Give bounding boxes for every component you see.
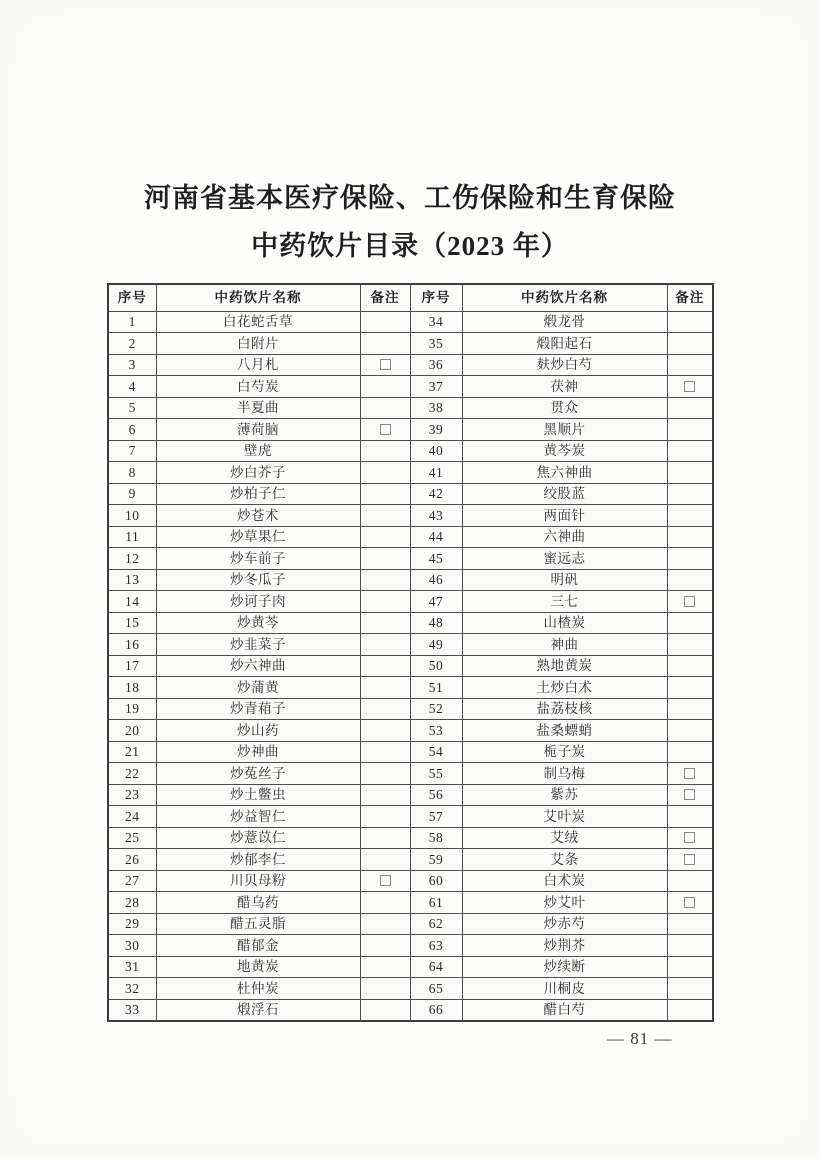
remark-cell — [360, 354, 410, 376]
index-cell: 52 — [410, 698, 462, 720]
medicine-name-cell: 炒荆芥 — [462, 935, 667, 957]
index-cell: 57 — [410, 806, 462, 828]
index-cell: 65 — [410, 978, 462, 1000]
medicine-name-cell: 醋白芍 — [462, 999, 667, 1021]
index-cell: 17 — [108, 655, 156, 677]
index-cell: 38 — [410, 397, 462, 419]
remark-cell — [360, 311, 410, 333]
index-cell: 10 — [108, 505, 156, 527]
remark-cell — [360, 999, 410, 1021]
medicine-name-cell: 三七 — [462, 591, 667, 613]
remark-cell — [360, 763, 410, 785]
remark-cell — [360, 483, 410, 505]
index-cell: 59 — [410, 849, 462, 871]
medicine-name-cell: 炒艾叶 — [462, 892, 667, 914]
medicine-name-cell: 贯众 — [462, 397, 667, 419]
remark-cell — [360, 591, 410, 613]
remark-cell — [667, 655, 713, 677]
medicine-name-cell: 艾绒 — [462, 827, 667, 849]
remark-cell — [667, 548, 713, 570]
table-row — [108, 397, 713, 419]
index-cell: 37 — [410, 376, 462, 398]
table-row — [108, 483, 713, 505]
remark-cell — [667, 526, 713, 548]
index-cell: 15 — [108, 612, 156, 634]
remark-cell — [360, 655, 410, 677]
medicine-name-cell: 炒六神曲 — [156, 655, 360, 677]
header-name-right: 中药饮片名称 — [462, 284, 667, 311]
index-cell: 58 — [410, 827, 462, 849]
index-cell: 16 — [108, 634, 156, 656]
medicine-name-cell: 焦六神曲 — [462, 462, 667, 484]
remark-cell — [667, 311, 713, 333]
remark-cell — [667, 806, 713, 828]
table-row — [108, 526, 713, 548]
index-cell: 7 — [108, 440, 156, 462]
index-cell: 50 — [410, 655, 462, 677]
table-row — [108, 999, 713, 1021]
medicine-name-cell: 炒韭菜子 — [156, 634, 360, 656]
table-row — [108, 591, 713, 613]
medicine-name-cell: 白术炭 — [462, 870, 667, 892]
page-title-line1: 河南省基本医疗保险、工伤保险和生育保险 — [144, 183, 676, 213]
table-row — [108, 698, 713, 720]
medicine-name-cell: 盐桑螵蛸 — [462, 720, 667, 742]
medicine-name-cell: 黑顺片 — [462, 419, 667, 441]
remark-cell — [360, 784, 410, 806]
remark-cell — [667, 892, 713, 914]
index-cell: 18 — [108, 677, 156, 699]
medicine-name-cell: 艾条 — [462, 849, 667, 871]
medicine-name-cell: 紫苏 — [462, 784, 667, 806]
remark-cell — [360, 612, 410, 634]
remark-cell — [667, 354, 713, 376]
index-cell: 25 — [108, 827, 156, 849]
medicine-name-cell: 地黄炭 — [156, 956, 360, 978]
remark-cell — [360, 913, 410, 935]
index-cell: 29 — [108, 913, 156, 935]
medicine-name-cell: 川桐皮 — [462, 978, 667, 1000]
table-row — [108, 655, 713, 677]
table-row — [108, 677, 713, 699]
medicine-name-cell: 栀子炭 — [462, 741, 667, 763]
index-cell: 13 — [108, 569, 156, 591]
medicine-name-cell: 煅浮石 — [156, 999, 360, 1021]
remark-cell — [667, 505, 713, 527]
table-row — [108, 505, 713, 527]
header-remark-left: 备注 — [360, 284, 410, 311]
medicine-name-cell: 炒益智仁 — [156, 806, 360, 828]
table-row — [108, 806, 713, 828]
index-cell: 21 — [108, 741, 156, 763]
medicine-name-cell: 炒薏苡仁 — [156, 827, 360, 849]
index-cell: 30 — [108, 935, 156, 957]
remark-cell — [667, 849, 713, 871]
remark-cell — [360, 849, 410, 871]
index-cell: 43 — [410, 505, 462, 527]
medicine-name-cell: 土炒白术 — [462, 677, 667, 699]
remark-cell — [360, 548, 410, 570]
remark-cell — [667, 763, 713, 785]
medicine-name-cell: 白花蛇舌草 — [156, 311, 360, 333]
index-cell: 55 — [410, 763, 462, 785]
index-cell: 24 — [108, 806, 156, 828]
table-row — [108, 956, 713, 978]
table-row — [108, 784, 713, 806]
remark-cell — [360, 870, 410, 892]
medicine-name-cell: 醋乌药 — [156, 892, 360, 914]
table-row — [108, 892, 713, 914]
medicine-name-cell: 制乌梅 — [462, 763, 667, 785]
medicine-name-cell: 炒冬瓜子 — [156, 569, 360, 591]
medicine-name-cell: 炒柏子仁 — [156, 483, 360, 505]
empty-checkbox-icon — [684, 381, 695, 392]
index-cell: 2 — [108, 333, 156, 355]
medicine-name-cell: 炒车前子 — [156, 548, 360, 570]
empty-checkbox-icon — [684, 789, 695, 800]
remark-cell — [667, 677, 713, 699]
remark-cell — [360, 419, 410, 441]
medicine-name-cell: 炒苍术 — [156, 505, 360, 527]
table-row — [108, 462, 713, 484]
remark-cell — [360, 440, 410, 462]
index-cell: 39 — [410, 419, 462, 441]
index-cell: 19 — [108, 698, 156, 720]
header-remark-right: 备注 — [667, 284, 713, 311]
index-cell: 9 — [108, 483, 156, 505]
medicine-name-cell: 杜仲炭 — [156, 978, 360, 1000]
remark-cell — [667, 462, 713, 484]
remark-cell — [667, 569, 713, 591]
remark-cell — [667, 376, 713, 398]
index-cell: 56 — [410, 784, 462, 806]
index-cell: 64 — [410, 956, 462, 978]
remark-cell — [667, 935, 713, 957]
medicine-name-cell: 炒山药 — [156, 720, 360, 742]
medicine-name-cell: 煅阳起石 — [462, 333, 667, 355]
remark-cell — [360, 397, 410, 419]
medicine-name-cell: 醋郁金 — [156, 935, 360, 957]
medicine-name-cell: 八月札 — [156, 354, 360, 376]
index-cell: 31 — [108, 956, 156, 978]
page-title-line2: 中药饮片目录（2023 年） — [251, 231, 569, 261]
medicine-name-cell: 艾叶炭 — [462, 806, 667, 828]
table-row — [108, 935, 713, 957]
remark-cell — [667, 956, 713, 978]
table-row — [108, 849, 713, 871]
table-row — [108, 634, 713, 656]
empty-checkbox-icon — [684, 596, 695, 607]
medicine-name-cell: 山楂炭 — [462, 612, 667, 634]
index-cell: 48 — [410, 612, 462, 634]
remark-cell — [360, 978, 410, 1000]
index-cell: 26 — [108, 849, 156, 871]
remark-cell — [360, 505, 410, 527]
index-cell: 28 — [108, 892, 156, 914]
index-cell: 4 — [108, 376, 156, 398]
remark-cell — [360, 526, 410, 548]
table-row — [108, 978, 713, 1000]
medicine-name-cell: 盐荔枝核 — [462, 698, 667, 720]
medicine-name-cell: 炒郁李仁 — [156, 849, 360, 871]
medicine-name-cell: 炒续断 — [462, 956, 667, 978]
index-cell: 5 — [108, 397, 156, 419]
remark-cell — [667, 634, 713, 656]
medicine-name-cell: 白附片 — [156, 333, 360, 355]
remark-cell — [667, 870, 713, 892]
index-cell: 44 — [410, 526, 462, 548]
remark-cell — [360, 634, 410, 656]
index-cell: 47 — [410, 591, 462, 613]
index-cell: 32 — [108, 978, 156, 1000]
medicine-name-cell: 六神曲 — [462, 526, 667, 548]
index-cell: 53 — [410, 720, 462, 742]
remark-cell — [667, 419, 713, 441]
remark-cell — [667, 591, 713, 613]
table-row — [108, 333, 713, 355]
table-row — [108, 311, 713, 333]
table-row — [108, 419, 713, 441]
header-index-left: 序号 — [108, 284, 156, 311]
remark-cell — [667, 741, 713, 763]
page-number: — 81 — — [607, 1029, 673, 1048]
remark-cell — [667, 397, 713, 419]
remark-cell — [667, 784, 713, 806]
table-row — [108, 376, 713, 398]
index-cell: 33 — [108, 999, 156, 1021]
medicine-name-cell: 炒赤芍 — [462, 913, 667, 935]
table-row — [108, 763, 713, 785]
header-index-right: 序号 — [410, 284, 462, 311]
table-body — [108, 311, 713, 1021]
index-cell: 45 — [410, 548, 462, 570]
medicine-name-cell: 炒菟丝子 — [156, 763, 360, 785]
index-cell: 51 — [410, 677, 462, 699]
medicine-name-cell: 炒神曲 — [156, 741, 360, 763]
empty-checkbox-icon — [684, 768, 695, 779]
medicine-name-cell: 神曲 — [462, 634, 667, 656]
medicine-name-cell: 绞股蓝 — [462, 483, 667, 505]
table-row — [108, 720, 713, 742]
remark-cell — [360, 827, 410, 849]
index-cell: 14 — [108, 591, 156, 613]
index-cell: 11 — [108, 526, 156, 548]
remark-cell — [667, 913, 713, 935]
remark-cell — [360, 720, 410, 742]
medicine-name-cell: 壁虎 — [156, 440, 360, 462]
medicine-name-cell: 炒白芥子 — [156, 462, 360, 484]
table-row — [108, 913, 713, 935]
table-row — [108, 827, 713, 849]
index-cell: 8 — [108, 462, 156, 484]
empty-checkbox-icon — [684, 832, 695, 843]
medicine-name-cell: 明矾 — [462, 569, 667, 591]
index-cell: 61 — [410, 892, 462, 914]
medicine-name-cell: 醋五灵脂 — [156, 913, 360, 935]
medicine-name-cell: 炒蒲黄 — [156, 677, 360, 699]
remark-cell — [360, 806, 410, 828]
index-cell: 23 — [108, 784, 156, 806]
index-cell: 22 — [108, 763, 156, 785]
medicine-name-cell: 炒诃子肉 — [156, 591, 360, 613]
index-cell: 66 — [410, 999, 462, 1021]
remark-cell — [667, 440, 713, 462]
remark-cell — [667, 698, 713, 720]
table-row — [108, 354, 713, 376]
index-cell: 60 — [410, 870, 462, 892]
medicine-name-cell: 川贝母粉 — [156, 870, 360, 892]
table-row — [108, 612, 713, 634]
medicine-name-cell: 炒黄芩 — [156, 612, 360, 634]
medicine-name-cell: 麸炒白芍 — [462, 354, 667, 376]
remark-cell — [360, 677, 410, 699]
index-cell: 40 — [410, 440, 462, 462]
empty-checkbox-icon — [684, 897, 695, 908]
table-row — [108, 569, 713, 591]
index-cell: 20 — [108, 720, 156, 742]
index-cell: 27 — [108, 870, 156, 892]
index-cell: 3 — [108, 354, 156, 376]
index-cell: 34 — [410, 311, 462, 333]
page-title — [0, 174, 820, 270]
medicine-name-cell: 两面针 — [462, 505, 667, 527]
remark-cell — [360, 741, 410, 763]
header-name-left: 中药饮片名称 — [156, 284, 360, 311]
remark-cell — [360, 956, 410, 978]
index-cell: 54 — [410, 741, 462, 763]
medicine-name-cell: 炒草果仁 — [156, 526, 360, 548]
index-cell: 62 — [410, 913, 462, 935]
index-cell: 63 — [410, 935, 462, 957]
index-cell: 42 — [410, 483, 462, 505]
index-cell: 12 — [108, 548, 156, 570]
remark-cell — [667, 827, 713, 849]
medicine-name-cell: 熟地黄炭 — [462, 655, 667, 677]
index-cell: 41 — [410, 462, 462, 484]
empty-checkbox-icon — [380, 359, 391, 370]
index-cell: 35 — [410, 333, 462, 355]
empty-checkbox-icon — [380, 424, 391, 435]
medicine-name-cell: 蜜远志 — [462, 548, 667, 570]
medicine-name-cell: 煅龙骨 — [462, 311, 667, 333]
remark-cell — [667, 999, 713, 1021]
remark-cell — [667, 720, 713, 742]
table-row — [108, 870, 713, 892]
remark-cell — [667, 612, 713, 634]
remark-cell — [360, 698, 410, 720]
medicine-name-cell: 薄荷脑 — [156, 419, 360, 441]
medicine-name-cell: 黄芩炭 — [462, 440, 667, 462]
table-row — [108, 741, 713, 763]
index-cell: 49 — [410, 634, 462, 656]
medicine-catalog-table — [107, 283, 714, 1022]
index-cell: 36 — [410, 354, 462, 376]
medicine-name-cell: 白芍炭 — [156, 376, 360, 398]
remark-cell — [360, 462, 410, 484]
table-row — [108, 548, 713, 570]
index-cell: 6 — [108, 419, 156, 441]
medicine-name-cell: 炒土鳖虫 — [156, 784, 360, 806]
remark-cell — [360, 892, 410, 914]
index-cell: 1 — [108, 311, 156, 333]
medicine-name-cell: 半夏曲 — [156, 397, 360, 419]
remark-cell — [667, 333, 713, 355]
remark-cell — [360, 569, 410, 591]
medicine-name-cell: 茯神 — [462, 376, 667, 398]
remark-cell — [667, 483, 713, 505]
index-cell: 46 — [410, 569, 462, 591]
empty-checkbox-icon — [380, 875, 391, 886]
medicine-name-cell: 炒青葙子 — [156, 698, 360, 720]
empty-checkbox-icon — [684, 854, 695, 865]
remark-cell — [667, 978, 713, 1000]
table-header-row — [108, 284, 713, 311]
remark-cell — [360, 935, 410, 957]
remark-cell — [360, 333, 410, 355]
remark-cell — [360, 376, 410, 398]
table-row — [108, 440, 713, 462]
